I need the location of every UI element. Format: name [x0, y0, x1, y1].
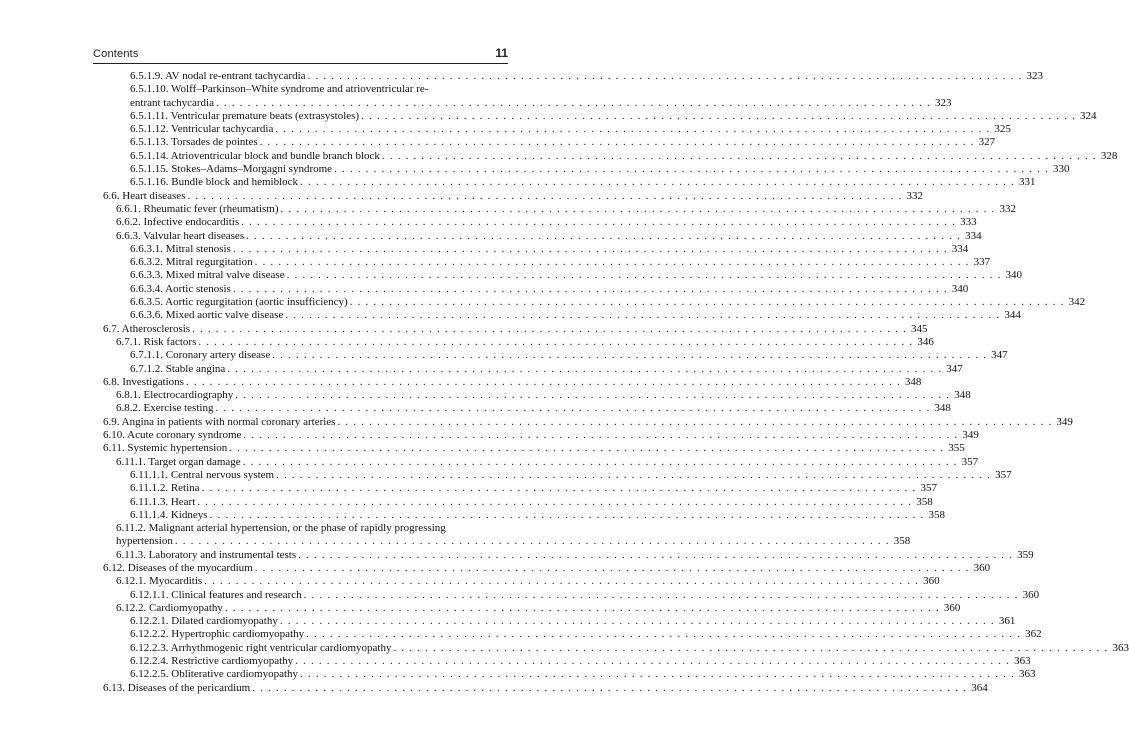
toc-entry-label: 6.6.3.2. Mitral regurgitation: [130, 256, 253, 269]
toc-entry[interactable]: [103, 415, 1073, 429]
toc-entry[interactable]: [103, 588, 1040, 602]
toc-entry-page: 362: [1025, 628, 1042, 641]
toc-entry[interactable]: [103, 70, 1043, 83]
toc-entry-label: 6.12.2.3. Arrhythmogenic right ventricular cardiomyopathy: [130, 641, 392, 654]
toc-entry-page: 342: [1068, 296, 1086, 309]
toc-entry-label: 6.8.1. Electrocardiography: [116, 389, 234, 402]
dot-leader: [308, 70, 1023, 83]
toc-entry[interactable]: [103, 256, 991, 269]
toc-entry[interactable]: [103, 349, 1008, 362]
toc-entry-label: 6.8.2. Exercise testing: [116, 402, 214, 415]
dot-leader: [394, 642, 1109, 655]
toc-entry-label: 6.7. Atherosclerosis: [103, 322, 191, 335]
dot-leader: [243, 429, 958, 442]
toc-entry[interactable]: [103, 508, 945, 522]
toc-entry-label: 6.12.2.1. Dilated cardiomyopathy: [130, 615, 278, 628]
toc-entry[interactable]: [103, 282, 969, 296]
toc-entry-label: 6.11.1.2. Retina: [130, 482, 200, 495]
toc-entry-page: 340: [1005, 269, 1023, 282]
toc-entry-label: 6.11.1. Target organ damage: [116, 455, 241, 468]
toc-entry-label: 6.11.1.3. Heart: [130, 495, 196, 508]
dot-leader: [337, 416, 1052, 429]
toc-entry-label: 6.5.1.11. Ventricular premature beats (extrasystoles): [130, 109, 360, 122]
dot-leader: [334, 163, 1049, 176]
toc-entry-label: 6.11.1.4. Kidneys: [130, 508, 208, 521]
dot-leader: [216, 97, 931, 110]
toc-entry[interactable]: [103, 163, 1070, 176]
toc-entry-label: 6.6.3.1. Mitral stenosis: [130, 242, 231, 255]
toc-entry-page: 348: [934, 402, 951, 415]
toc-entry-label: entrant tachycardia: [130, 96, 214, 109]
toc-entry-label: 6.9. Angina in patients with normal coronary arteries: [103, 415, 336, 428]
header-title: Contents: [93, 48, 139, 60]
dot-leader: [306, 628, 1021, 641]
dot-leader: [215, 402, 930, 415]
toc-entry-page: 337: [973, 256, 991, 269]
toc-entry-label: 6.5.1.13. Torsades de pointes: [130, 136, 258, 149]
toc-entry-label: 6.11. Systemic hypertension: [103, 442, 228, 455]
toc-entry-page: 323: [934, 96, 952, 109]
toc-entry-page: 363: [1018, 668, 1036, 681]
dot-leader: [280, 615, 995, 628]
toc-entry-label: 6.12.2.2. Hypertrophic cardiomyopathy: [130, 628, 305, 641]
toc-entry[interactable]: [103, 389, 971, 402]
toc-entry[interactable]: [103, 362, 963, 376]
table-of-contents: [103, 70, 1129, 695]
dot-leader: [285, 309, 1000, 322]
dot-leader: [382, 150, 1097, 163]
toc-entry-page: 360: [923, 575, 940, 588]
toc-entry-page: 334: [965, 229, 982, 242]
dot-leader: [233, 283, 948, 296]
toc-entry-page: 346: [917, 335, 934, 348]
toc-entry-label: 6.12.2. Cardiomyopathy: [116, 601, 223, 614]
toc-entry-page: 363: [1014, 655, 1031, 668]
toc-entry[interactable]: [103, 309, 1021, 322]
toc-entry[interactable]: [103, 482, 938, 495]
dot-leader: [350, 296, 1065, 309]
dot-leader: [361, 110, 1076, 123]
dot-leader: [225, 602, 940, 615]
toc-entry-page: 325: [994, 123, 1011, 136]
toc-entry-page: 348: [954, 389, 971, 402]
dot-leader: [187, 190, 902, 203]
toc-entry-page: 363: [1112, 641, 1129, 654]
dot-leader: [235, 389, 950, 402]
toc-entry[interactable]: [103, 641, 1129, 655]
toc-entry[interactable]: [103, 535, 911, 548]
toc-entry-page: 332: [906, 189, 923, 202]
dot-leader: [233, 243, 948, 256]
toc-entry-page: 360: [943, 601, 961, 614]
toc-entry-label: 6.7.1.1. Coronary artery disease: [130, 349, 271, 362]
toc-entry[interactable]: [103, 269, 1023, 282]
toc-entry[interactable]: [103, 136, 996, 149]
dot-leader: [252, 682, 967, 695]
toc-entry-page: 359: [1017, 548, 1034, 561]
toc-entry[interactable]: [103, 455, 979, 469]
toc-entry-label: 6.7.1.2. Stable angina: [130, 362, 226, 375]
toc-entry-page: 349: [1056, 415, 1073, 428]
toc-entry[interactable]: [103, 468, 1012, 482]
toc-entry-page: 357: [995, 468, 1012, 481]
toc-entry[interactable]: [103, 429, 979, 442]
toc-entry-line: 6.5.1.10. Wolff–Parkinson–White syndrome and atrioventricular re-: [130, 83, 429, 96]
toc-entry[interactable]: [103, 176, 1036, 189]
toc-entry-page: 340: [951, 282, 969, 295]
dot-leader: [304, 589, 1019, 602]
dot-leader: [202, 482, 917, 495]
toc-entry[interactable]: [103, 561, 991, 575]
toc-entry-page: 333: [960, 216, 977, 229]
toc-entry-label: 6.5.1.16. Bundle block and hemiblock: [130, 176, 299, 189]
toc-entry[interactable]: [103, 229, 982, 243]
dot-leader: [287, 269, 1002, 282]
toc-entry[interactable]: [103, 495, 933, 509]
toc-entry-label: 6.11.3. Laboratory and instrumental tests: [116, 548, 297, 561]
toc-entry[interactable]: [103, 655, 1031, 668]
toc-entry-label: 6.12.2.5. Obliterative cardiomyopathy: [130, 668, 299, 681]
toc-entry-page: 347: [946, 362, 963, 375]
dot-leader: [197, 496, 912, 509]
dot-leader: [255, 256, 970, 269]
dot-leader: [298, 549, 1013, 562]
toc-entry[interactable]: [103, 322, 928, 336]
toc-entry-label: hypertension: [116, 535, 173, 548]
toc-entry[interactable]: [103, 202, 1016, 216]
dot-leader: [300, 668, 1015, 681]
dot-leader: [175, 535, 890, 548]
dot-leader: [210, 509, 925, 522]
toc-entry-page: 334: [951, 242, 969, 255]
toc-entry-label: 6.12.1. Myocarditis: [116, 575, 203, 588]
dot-leader: [227, 363, 942, 376]
toc-entry-label: 6.12. Diseases of the myocardium: [103, 561, 253, 574]
toc-entry-label: 6.6. Heart diseases: [103, 189, 186, 202]
toc-entry-page: 323: [1026, 70, 1043, 82]
toc-entry-page: 358: [928, 508, 945, 521]
dot-leader: [241, 216, 956, 229]
dot-leader: [295, 655, 1010, 668]
toc-entry-label: 6.6.3.5. Aortic regurgitation (aortic insufficiency): [130, 296, 348, 309]
toc-entry[interactable]: [103, 628, 1042, 641]
dot-leader: [243, 456, 958, 469]
dot-leader: [255, 562, 970, 575]
toc-entry[interactable]: [103, 189, 923, 203]
toc-entry[interactable]: [103, 402, 951, 415]
toc-entry-page: 360: [1022, 588, 1040, 601]
toc-entry[interactable]: [103, 335, 934, 349]
toc-entry-page: 347: [991, 349, 1008, 362]
toc-entry-label: 6.5.1.12. Ventricular tachycardia: [130, 123, 274, 136]
dot-leader: [281, 203, 996, 216]
toc-entry-page: 355: [948, 442, 965, 455]
toc-entry-label: 6.10. Acute coronary syndrome: [103, 429, 242, 442]
dot-leader: [300, 176, 1015, 189]
dot-leader: [276, 469, 991, 482]
dot-leader: [229, 442, 944, 455]
toc-entry-page: 357: [920, 482, 938, 495]
dot-leader: [186, 376, 901, 389]
toc-entry[interactable]: [103, 242, 969, 256]
toc-entry-label: 6.5.1.14. Atrioventricular block and bundle branch block: [130, 149, 380, 162]
header-rule: [93, 63, 508, 64]
dot-leader: [272, 349, 987, 362]
toc-entry[interactable]: [103, 375, 922, 389]
toc-entry-label: 6.12.2.4. Restrictive cardiomyopathy: [130, 655, 294, 668]
dot-leader: [204, 575, 919, 588]
toc-entry[interactable]: [103, 681, 988, 695]
toc-entry-page: 324: [1080, 109, 1097, 122]
dot-leader: [260, 136, 975, 149]
toc-entry[interactable]: [103, 442, 965, 455]
toc-entry-page: 361: [998, 615, 1016, 628]
toc-entry[interactable]: [103, 575, 940, 588]
toc-entry-page: 348: [904, 375, 922, 388]
toc-entry-page: 328: [1100, 149, 1118, 162]
toc-entry[interactable]: [103, 601, 961, 615]
toc-entry-page: 327: [978, 136, 996, 149]
toc-entry-label: 6.8. Investigations: [103, 375, 184, 388]
toc-entry-label: 6.6.2. Infective endocarditis: [116, 216, 240, 229]
toc-entry-label: 6.13. Diseases of the pericardium: [103, 681, 251, 694]
toc-entry[interactable]: [103, 109, 1097, 123]
toc-entry-page: 358: [893, 535, 911, 548]
dot-leader: [198, 336, 913, 349]
toc-entry[interactable]: [103, 615, 1016, 628]
toc-entry-page: 358: [916, 495, 933, 508]
toc-entry-label: 6.5.1.9. AV nodal re-entrant tachycardia: [130, 70, 306, 82]
dot-leader: [275, 123, 990, 136]
toc-entry-label: 6.11.1.1. Central nervous system: [130, 468, 275, 481]
toc-entry[interactable]: [103, 548, 1034, 562]
toc-entry-page: 357: [961, 455, 979, 468]
running-header: [93, 46, 508, 64]
toc-entry[interactable]: [103, 149, 1118, 163]
toc-entry-line: 6.11.2. Malignant arterial hypertension, or the phase of rapidly progressing: [116, 522, 446, 535]
toc-entry[interactable]: [103, 296, 1086, 309]
toc-entry-label: 6.5.1.15. Stokes–Adams–Morgagni syndrome: [130, 163, 333, 176]
toc-entry-page: 360: [973, 561, 991, 574]
toc-entry[interactable]: [103, 668, 1036, 681]
toc-entry-label: 6.6.3.4. Aortic stenosis: [130, 282, 231, 295]
toc-entry[interactable]: [103, 123, 1011, 136]
toc-entry[interactable]: [103, 96, 952, 110]
toc-entry-page: 331: [1018, 176, 1036, 189]
header-page-number: 11: [495, 46, 508, 60]
toc-entry-page: 332: [999, 202, 1016, 215]
dot-leader: [192, 323, 907, 336]
toc-entry-label: 6.6.3.6. Mixed aortic valve disease: [130, 309, 284, 322]
toc-entry-label: 6.7.1. Risk factors: [116, 335, 197, 348]
toc-entry-label: 6.6.1. Rheumatic fever (rheumatism): [116, 202, 279, 215]
toc-entry-page: 364: [971, 681, 988, 694]
toc-entry-label: 6.12.1.1. Clinical features and research: [130, 588, 302, 601]
toc-entry-label: 6.6.3.3. Mixed mitral valve disease: [130, 269, 285, 282]
dot-leader: [246, 230, 961, 243]
toc-entry-label: 6.6.3. Valvular heart diseases: [116, 229, 245, 242]
toc-entry-page: 330: [1053, 163, 1070, 176]
toc-entry-page: 345: [911, 322, 928, 335]
toc-entry-page: 344: [1004, 309, 1021, 322]
toc-entry[interactable]: [103, 216, 977, 229]
toc-entry-page: 349: [962, 429, 979, 442]
